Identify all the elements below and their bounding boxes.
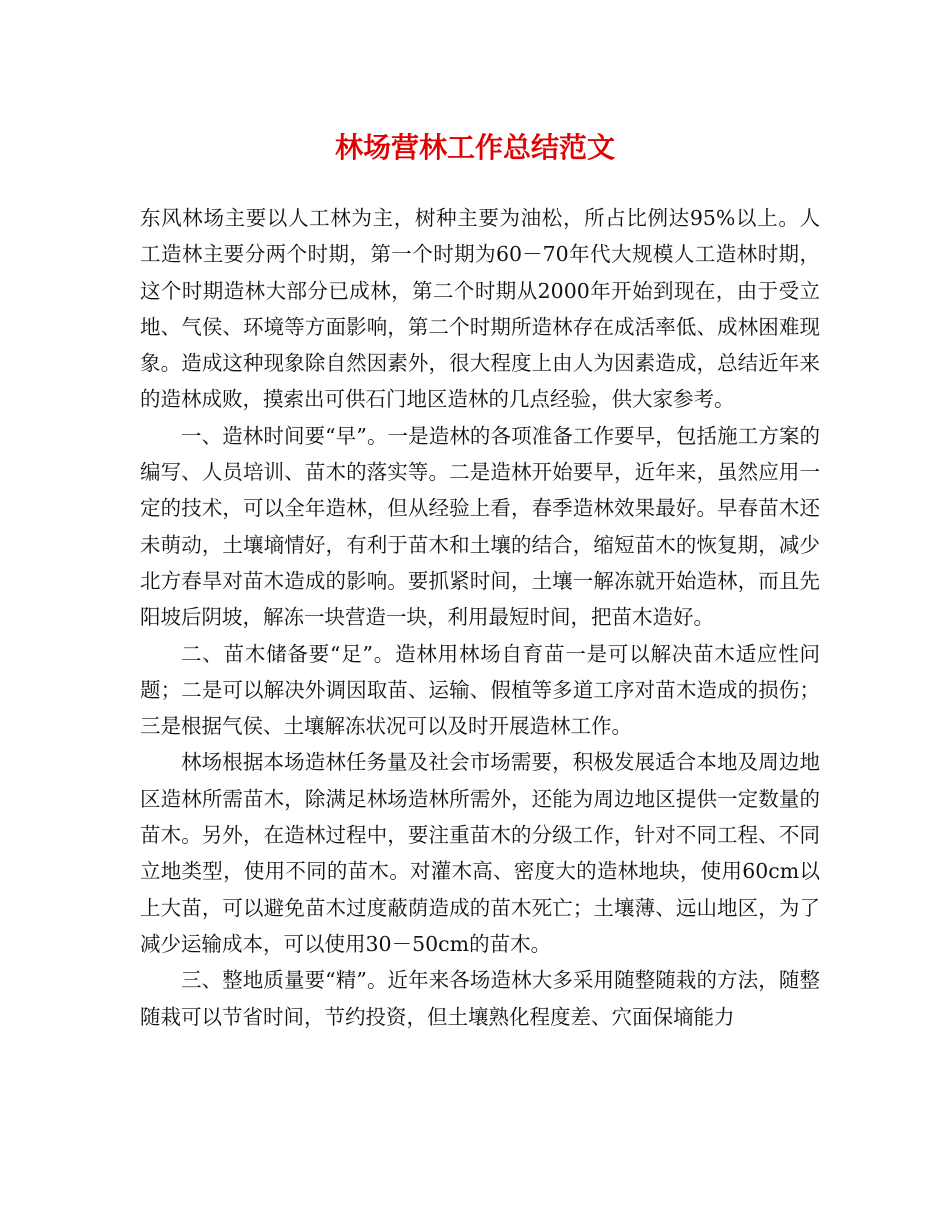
paragraph-section-1: 一、造林时间要“早”。一是造林的各项准备工作要早，包括施工方案的编写、人员培训、苗木的落实等。二是造林开始要早，近年来，虽然应用一定的技术，可以全年造林，但从经验上看，春季造林效果最好。早春苗木还未萌动，土壤墒情好，有利于苗木和土壤的结合，缩短苗木的恢复期，减少北方春旱对苗木造成的影响。要抓紧时间，土壤一解冻就开始造林，而且先阳坡后阴坡，解冻一块营造一块，利用最短时间，把苗木造好。: [140, 423, 820, 630]
paragraph-section-2-detail: 林场根据本场造林任务量及社会市场需要，积极发展适合本地及周边地区造林所需苗木，除满足林场造林所需外，还能为周边地区提供一定数量的苗木。另外，在造林过程中，要注重苗木的分级工作，针对不同工程、不同立地类型，使用不同的苗木。对灌木高、密度大的造林地块，使用60cm以上大苗，可以避免苗木过度蔽荫造成的苗木死亡；土壤薄、远山地区，为了减少运输成本，可以使用30－50cm的苗木。: [140, 750, 820, 956]
paragraph-section-3: 三、整地质量要“精”。近年来各场造林大多采用随整随栽的方法，随整随栽可以节省时间，节约投资，但土壤熟化程度差、穴面保墒能力: [140, 968, 820, 1029]
paragraph-intro: 东风林场主要以人工林为主，树种主要为油松，所占比例达95%以上。人工造林主要分两个时期，第一个时期为60－70年代大规模人工造林时期，这个时期造林大部分已成林，第二个时期从2000年开始到现在，由于受立地、气侯、环境等方面影响，第二个时期所造林存在成活率低、成林困难现象。造成这种现象除自然因素外，很大程度上由人为因素造成，总结近年来的造林成败，摸索出可供石门地区造林的几点经验，供大家参考。: [140, 206, 820, 412]
document-body: [140, 200, 820, 1035]
document-title: 林场营林工作总结范文: [334, 131, 615, 164]
paragraph-section-2: 二、苗木储备要“足”。造林用林场自育苗一是可以解决苗木适应性问题；二是可以解决外调因取苗、运输、假植等多道工序对苗木造成的损伤；三是根据气侯、土壤解冻状况可以及时开展造林工作。: [140, 641, 820, 739]
